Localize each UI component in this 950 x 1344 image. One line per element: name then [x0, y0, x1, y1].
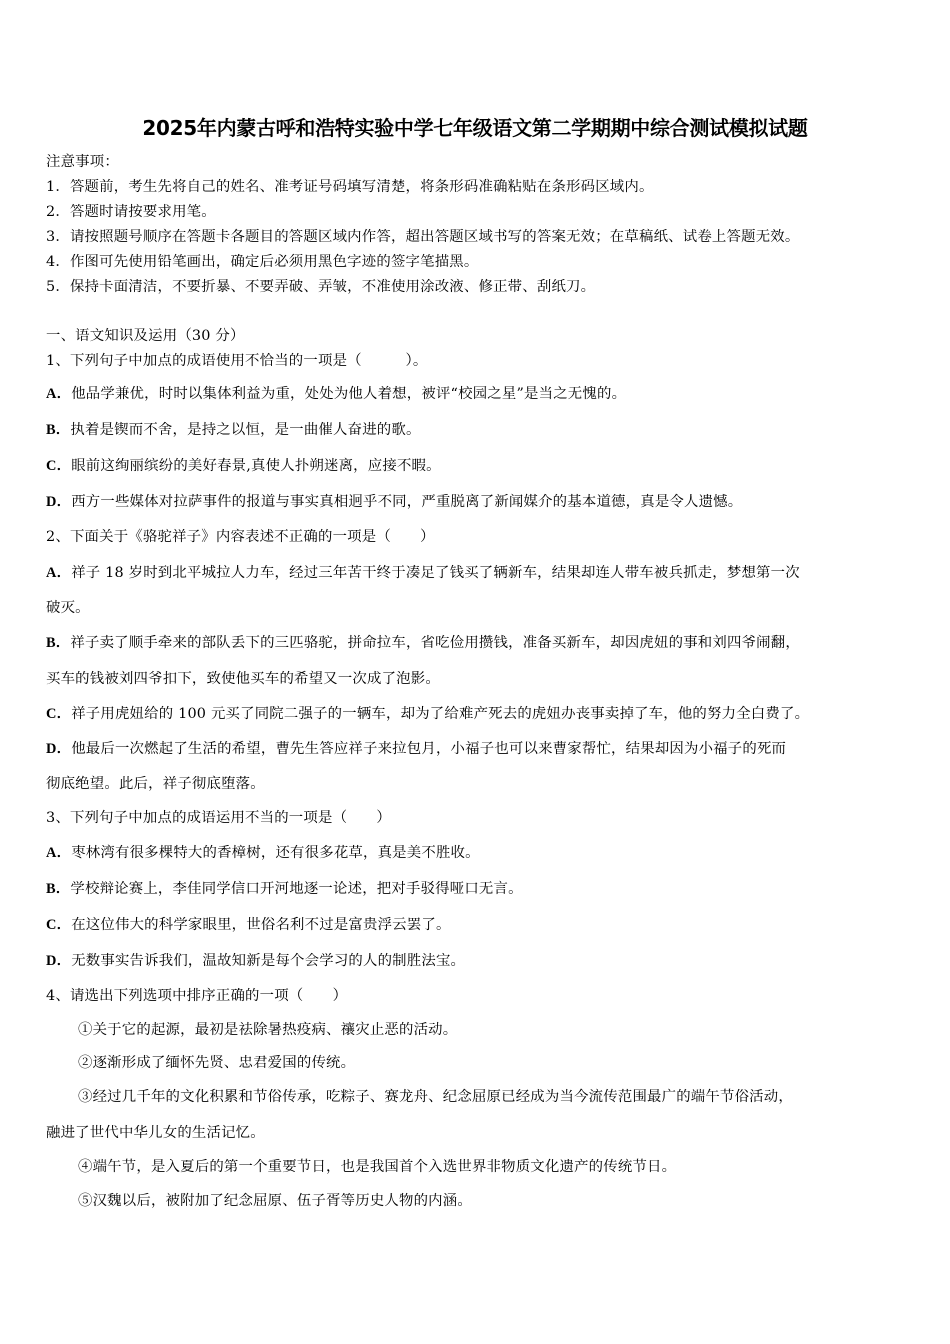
- question-4-sentence-2: ②逐渐形成了缅怀先贤、忠君爱国的传统。: [78, 1055, 356, 1071]
- question-2-option-d: [46, 739, 906, 759]
- question-2-option-c: [46, 704, 906, 724]
- question-3-stem: 3、下列句子中加点的成语运用不当的一项是（ ）: [46, 810, 391, 826]
- option-text: 他最后一次燃起了生活的希望，曹先生答应祥子来拉包月，小福子也可以来曹家帮忙，结果却因为小福子的死而: [71, 741, 787, 757]
- question-4-stem: 4、请选出下列选项中排序正确的一项（ ）: [46, 988, 348, 1004]
- option-letter: A．: [46, 386, 72, 402]
- question-2-option-a: [46, 563, 906, 583]
- notice-item-1: 1．答题前，考生先将自己的姓名、准考证号码填写清楚，将条形码准确粘贴在条形码区域内。: [46, 179, 654, 195]
- option-text: 祥子用虎妞给的 100 元买了同院二强子的一辆车，却为了给难产死去的虎妞办丧事卖掉了车，他的努力全白费了。: [71, 706, 810, 722]
- option-text: 学校辩论赛上，李佳同学信口开河地逐一论述，把对手驳得哑口无言。: [70, 881, 523, 897]
- question-3-option-b: [46, 879, 906, 899]
- option-letter: D．: [46, 953, 72, 969]
- option-text: 在这位伟大的科学家眼里，世俗名利不过是富贵浮云罢了。: [71, 917, 451, 933]
- option-letter: C．: [46, 917, 72, 933]
- question-2-option-d-cont: 彻底绝望。此后，祥子彻底堕落。: [46, 776, 265, 792]
- option-text: 眼前这绚丽缤纷的美好春景,真使人扑朔迷离，应接不暇。: [71, 458, 441, 474]
- question-3-option-a: [46, 843, 906, 863]
- question-2-option-b: [46, 633, 906, 653]
- section-heading: 一、语文知识及运用（30 分）: [46, 328, 245, 344]
- notice-item-3: 3．请按照题号顺序在答题卡各题目的答题区域内作答，超出答题区域书写的答案无效；在草稿纸、试卷上答题无效。: [46, 229, 800, 245]
- option-text: 无数事实告诉我们，温故知新是每个会学习的人的制胜法宝。: [71, 953, 466, 969]
- notice-heading: 注意事项：: [46, 154, 119, 170]
- question-4-sentence-3-cont: 融进了世代中华儿女的生活记忆。: [46, 1125, 265, 1141]
- question-1-stem: 1、下列句子中加点的成语使用不恰当的一项是（ ）。: [46, 353, 428, 369]
- question-4-sentence-3: ③经过几千年的文化积累和节俗传承，吃粽子、赛龙舟、纪念屈原已经成为当今流传范围最广的端午节俗活动，: [78, 1089, 793, 1105]
- option-letter: D．: [46, 741, 72, 757]
- question-4-sentence-1: ①关于它的起源，最初是祛除暑热疫病、禳灾止恶的活动。: [78, 1022, 458, 1038]
- option-text: 祥子 18 岁时到北平城拉人力车，经过三年苦干终于凑足了钱买了辆新车，结果却连人带车被兵抓走，梦想第一次: [71, 565, 800, 581]
- page-title: 2025年内蒙古呼和浩特实验中学七年级语文第二学期期中综合测试模拟试题: [142, 116, 808, 140]
- option-text: 枣林湾有很多棵特大的香樟树，还有很多花草，真是美不胜收。: [71, 845, 480, 861]
- question-3-option-d: [46, 951, 906, 971]
- option-text: 西方一些媒体对拉萨事件的报道与事实真相迥乎不同，严重脱离了新闻媒介的基本道德，真是令人遗憾。: [71, 494, 743, 510]
- question-2-option-b-cont: 买车的钱被刘四爷扣下，致使他买车的希望又一次成了泡影。: [46, 671, 440, 687]
- question-1-option-d: [46, 492, 906, 512]
- question-2-option-a-cont: 破灭。: [46, 600, 90, 616]
- notice-item-4: 4．作图可先使用铅笔画出，确定后必须用黑色字迹的签字笔描黑。: [46, 254, 479, 270]
- option-letter: B．: [46, 635, 71, 651]
- notice-item-2: 2．答题时请按要求用笔。: [46, 204, 216, 220]
- notice-item-5: 5．保持卡面清洁，不要折暴、不要弄破、弄皱，不准使用涂改液、修正带、刮纸刀。: [46, 279, 596, 295]
- option-letter: A．: [46, 565, 72, 581]
- question-1-option-a: [46, 384, 906, 404]
- option-letter: B．: [46, 881, 71, 897]
- option-text: 他品学兼优，时时以集体利益为重，处处为他人着想，被评“校园之星”是当之无愧的。: [71, 386, 627, 402]
- option-text: 祥子卖了顺手牵来的部队丢下的三匹骆驼，拼命拉车，省吃俭用攒钱，准备买新车，却因虎妞的事和刘四爷闹翻，: [70, 635, 800, 651]
- question-4-sentence-4: ④端午节，是入夏后的第一个重要节日，也是我国首个入选世界非物质文化遗产的传统节日。: [78, 1159, 677, 1175]
- question-4-sentence-5: ⑤汉魏以后，被附加了纪念屈原、伍子胥等历史人物的内涵。: [78, 1193, 472, 1209]
- question-3-option-c: [46, 915, 906, 935]
- option-letter: C．: [46, 706, 72, 722]
- option-letter: D．: [46, 494, 72, 510]
- question-1-option-c: [46, 456, 906, 476]
- option-letter: B．: [46, 422, 71, 438]
- question-1-option-b: [46, 420, 906, 440]
- option-text: 执着是锲而不舍，是持之以恒，是一曲催人奋进的歌。: [70, 422, 421, 438]
- option-letter: C．: [46, 458, 72, 474]
- question-2-stem: 2、下面关于《骆驼祥子》内容表述不正确的一项是（ ）: [46, 529, 435, 545]
- option-letter: A．: [46, 845, 72, 861]
